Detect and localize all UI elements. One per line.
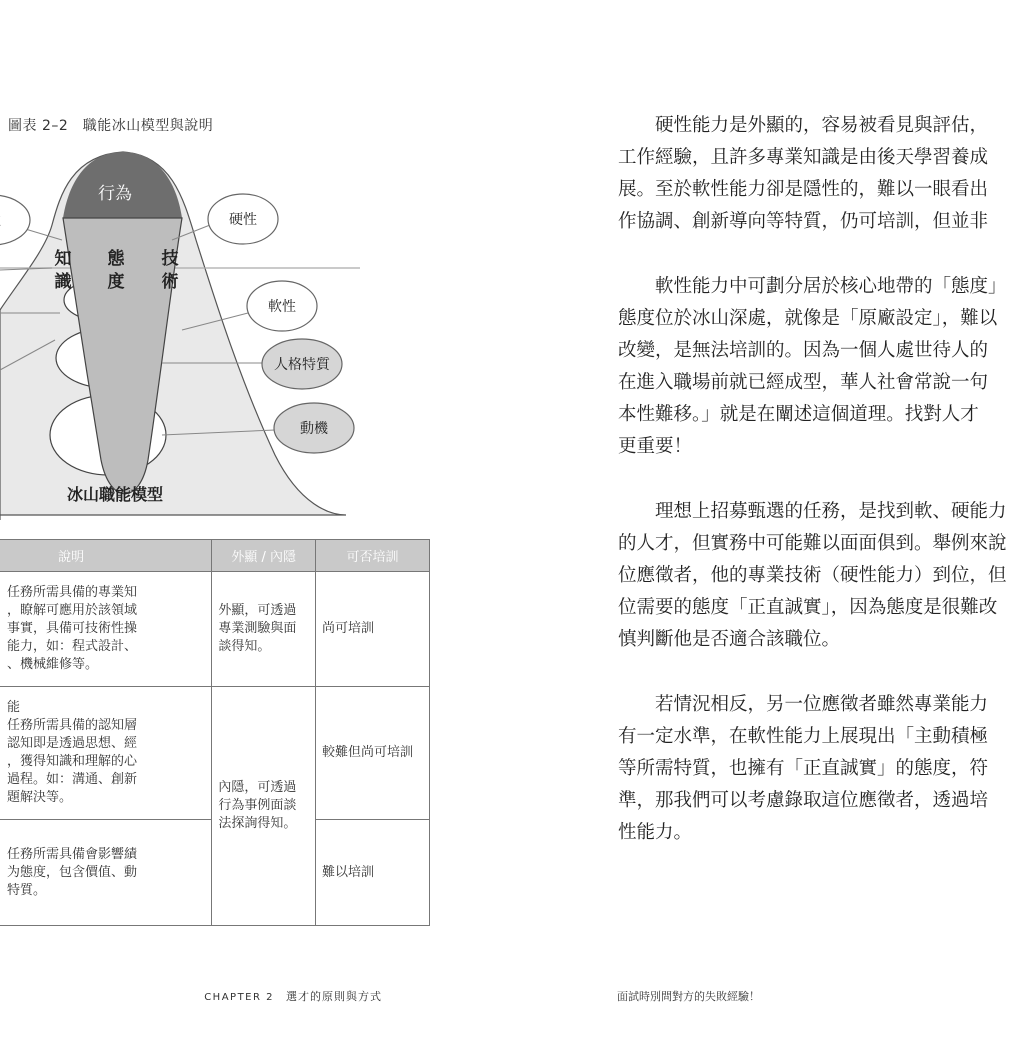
header-trainable: 可否培訓 xyxy=(315,540,429,572)
row3-desc: 任務所需具備會影響績 为態度，包含價值、動 特質。 xyxy=(0,820,212,926)
paragraph-1: 硬性能力是外顯的，容易被看見與評估， 工作經驗，且許多專業知識是由後天學習養成 展。至於軟性能力卻是隱性的，難以一眼看出 作協調、創新導向等特質，仍可培訓，但並非 xyxy=(618,115,989,232)
row2-trainable: 較難但尚可培訓 xyxy=(315,687,429,820)
chapter-label: CHAPTER 2 xyxy=(204,992,274,1003)
motive-bubble-label: 動機 xyxy=(300,421,328,437)
table-row xyxy=(0,572,430,687)
row1-visibility: 外顯，可透過 專業測驗與面 談得知。 xyxy=(212,572,316,687)
iceberg-diagram xyxy=(0,0,500,530)
row2-visibility: 內隱，可透過 行為事例面談 法探詢得知。 xyxy=(212,687,316,926)
header-desc: 說明 xyxy=(0,540,212,572)
model-title: 冰山職能模型 xyxy=(66,485,164,504)
left-bubble-label xyxy=(0,212,1,229)
right-page xyxy=(500,0,1007,1062)
knowledge-char-2: 識 xyxy=(54,272,72,292)
personality-bubble-label: 人格特質 xyxy=(274,357,330,373)
running-footer-left xyxy=(204,988,382,1004)
paragraph-2: 軟性能力中可劃分居於核心地帶的「態度」 態度位於冰山深處，就像是「原廠設定」，難以 改變，是無法培訓的。因為一個人處世待人的 在進入職場前就已經成型，華人社會常說一句 本性難移。」就是在闡述這個道理。找對人才 更重要！ xyxy=(618,276,1007,457)
chapter-title: 選才的原則與方式 xyxy=(286,990,382,1003)
knowledge-char-1: 知 xyxy=(54,249,72,269)
paragraph-4: 若情況相反，另一位應徵者雖然專業能力 有一定水準，在軟性能力上展現出「主動積極 等所需特質，也擁有「正直誠實」的態度，符 準，那我們可以考慮錄取這位應徵者，透過培 性能力。 xyxy=(618,694,989,843)
hard-bubble-label: 硬性 xyxy=(229,212,257,228)
row2-desc: 能 任務所需具備的認知層 認知即是透過思想、經 ，獲得知識和理解的心 過程。如：溝通、創新 題解決等。 xyxy=(0,687,212,820)
body-text xyxy=(618,110,1018,882)
left-bubble xyxy=(0,195,30,245)
attitude-char-1: 態 xyxy=(107,249,125,269)
peak-label: 行為 xyxy=(98,184,132,204)
skill-char-1: 技 xyxy=(161,249,179,269)
header-visibility: 外顯 / 內隱 xyxy=(212,540,316,572)
soft-bubble-label: 軟性 xyxy=(268,299,296,315)
left-page xyxy=(0,0,500,1062)
competency-table xyxy=(0,539,430,926)
paragraph-3: 理想上招募甄選的任務，是找到軟、硬能力 的人才，但實務中可能難以面面俱到。舉例來說 位應徵者，他的專業技術（硬性能力）到位，但 位需要的態度「正直誠實」，因為態度是很難改 慎判斷他是否適合該職位。 xyxy=(618,501,1007,650)
row1-desc: 任務所需具備的專業知 ，瞭解可應用於該領域 事實，具備可技術性操 能力，如：程式設計、 、機械維修等。 xyxy=(0,572,212,687)
skill-char-2: 術 xyxy=(161,272,179,292)
table-row xyxy=(0,687,430,820)
figure-caption: 圖表 2–2 職能冰山模型與說明 xyxy=(8,118,214,134)
attitude-char-2: 度 xyxy=(107,272,125,292)
row3-trainable: 難以培訓 xyxy=(315,820,429,926)
row1-trainable: 尚可培訓 xyxy=(315,572,429,687)
running-footer-right: 面試時別問對方的失敗經驗！ xyxy=(617,990,760,1003)
